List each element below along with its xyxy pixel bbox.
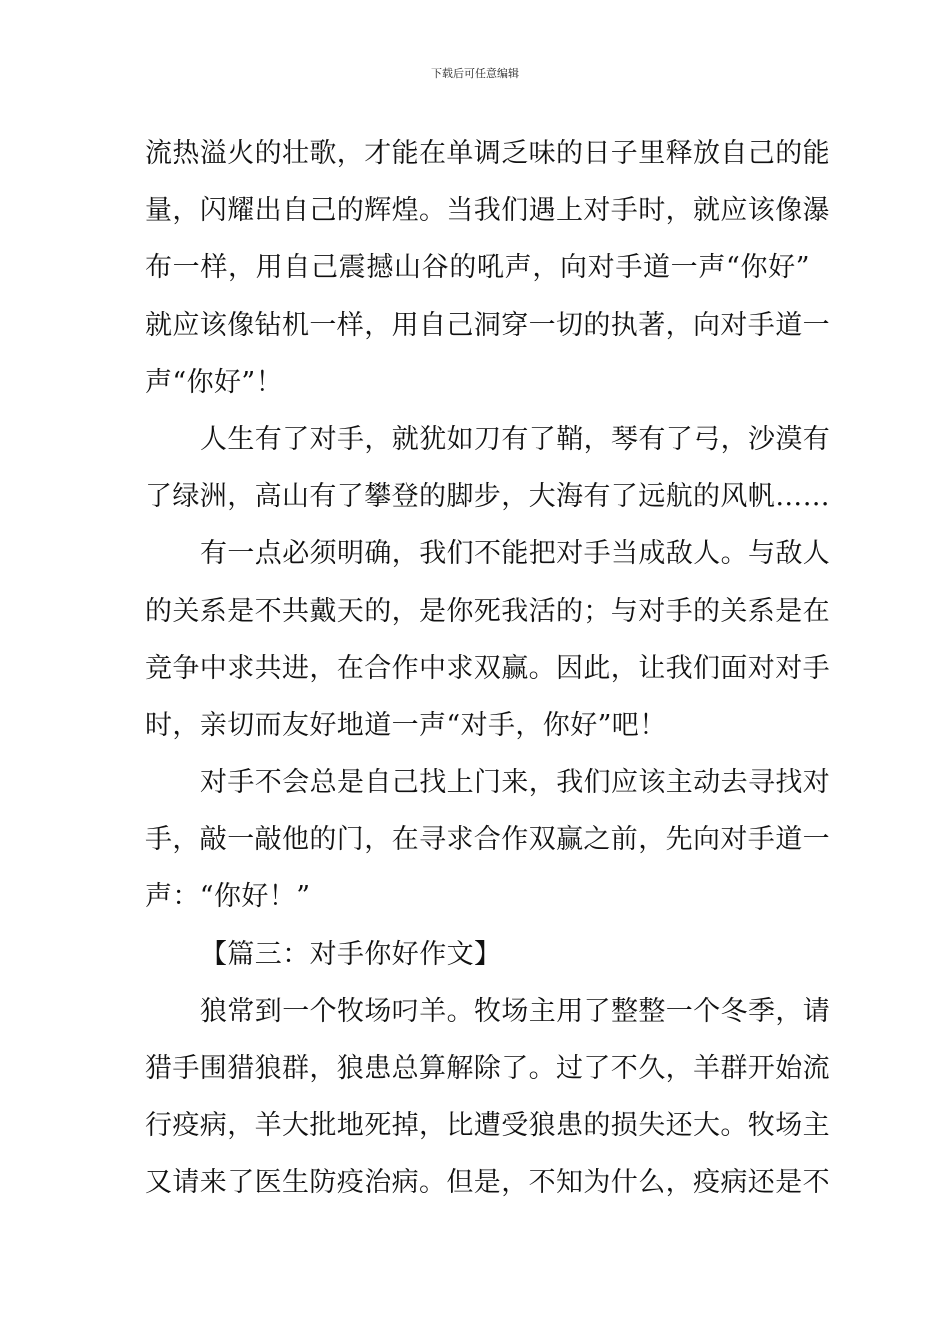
text-line: 布一样，用自己震撼山谷的吼声，向对手道一声“你好” bbox=[145, 252, 810, 284]
text-line: 的关系是不共戴天的，是你死我活的；与对手的关系是在 bbox=[145, 595, 830, 627]
text-line: 人生有了对手，就犹如刀有了鞘，琴有了弓，沙漠有 bbox=[200, 423, 831, 455]
section-heading: 【篇三：对手你好作文】 bbox=[200, 938, 502, 970]
text-line: 行疫病，羊大批地死掉，比遭受狼患的损失还大。牧场主 bbox=[145, 1110, 830, 1142]
text-line: 量，闪耀出自己的辉煌。当我们遇上对手时，就应该像瀑 bbox=[145, 195, 830, 227]
text-line: 又请来了医生防疫治病。但是，不知为什么，疫病还是不 bbox=[145, 1167, 830, 1199]
text-line: 流热溢火的壮歌，才能在单调乏味的日子里释放自己的能 bbox=[145, 138, 830, 169]
text-line: 对手不会总是自己找上门来，我们应该主动去寻找对 bbox=[200, 767, 831, 799]
text-line: 有一点必须明确，我们不能把对手当成敌人。与敌人 bbox=[200, 538, 831, 570]
document-body bbox=[145, 125, 831, 1212]
text-line: 竞争中求共进，在合作中求双赢。因此，让我们面对对手 bbox=[145, 652, 830, 684]
page-header: 下载后可任意编辑 bbox=[431, 67, 519, 80]
text-line: 手，敲一敲他的门，在寻求合作双赢之前，先向对手道一 bbox=[145, 824, 830, 856]
text-line: 声：“你好！” bbox=[145, 881, 311, 913]
text-line: 就应该像钻机一样，用自己洞穿一切的执著，向对手道一 bbox=[145, 309, 830, 341]
text-line: 时，亲切而友好地道一声“对手，你好”吧！ bbox=[145, 709, 667, 741]
text-line: 了绿洲，高山有了攀登的脚步，大海有了远航的风帆…… bbox=[145, 481, 830, 513]
text-line: 狼常到一个牧场叼羊。牧场主用了整整一个冬季，请 bbox=[200, 995, 831, 1027]
text-line: 声“你好”！ bbox=[145, 366, 284, 398]
text-line: 猎手围猎狼群，狼患总算解除了。过了不久，羊群开始流 bbox=[145, 1053, 830, 1084]
